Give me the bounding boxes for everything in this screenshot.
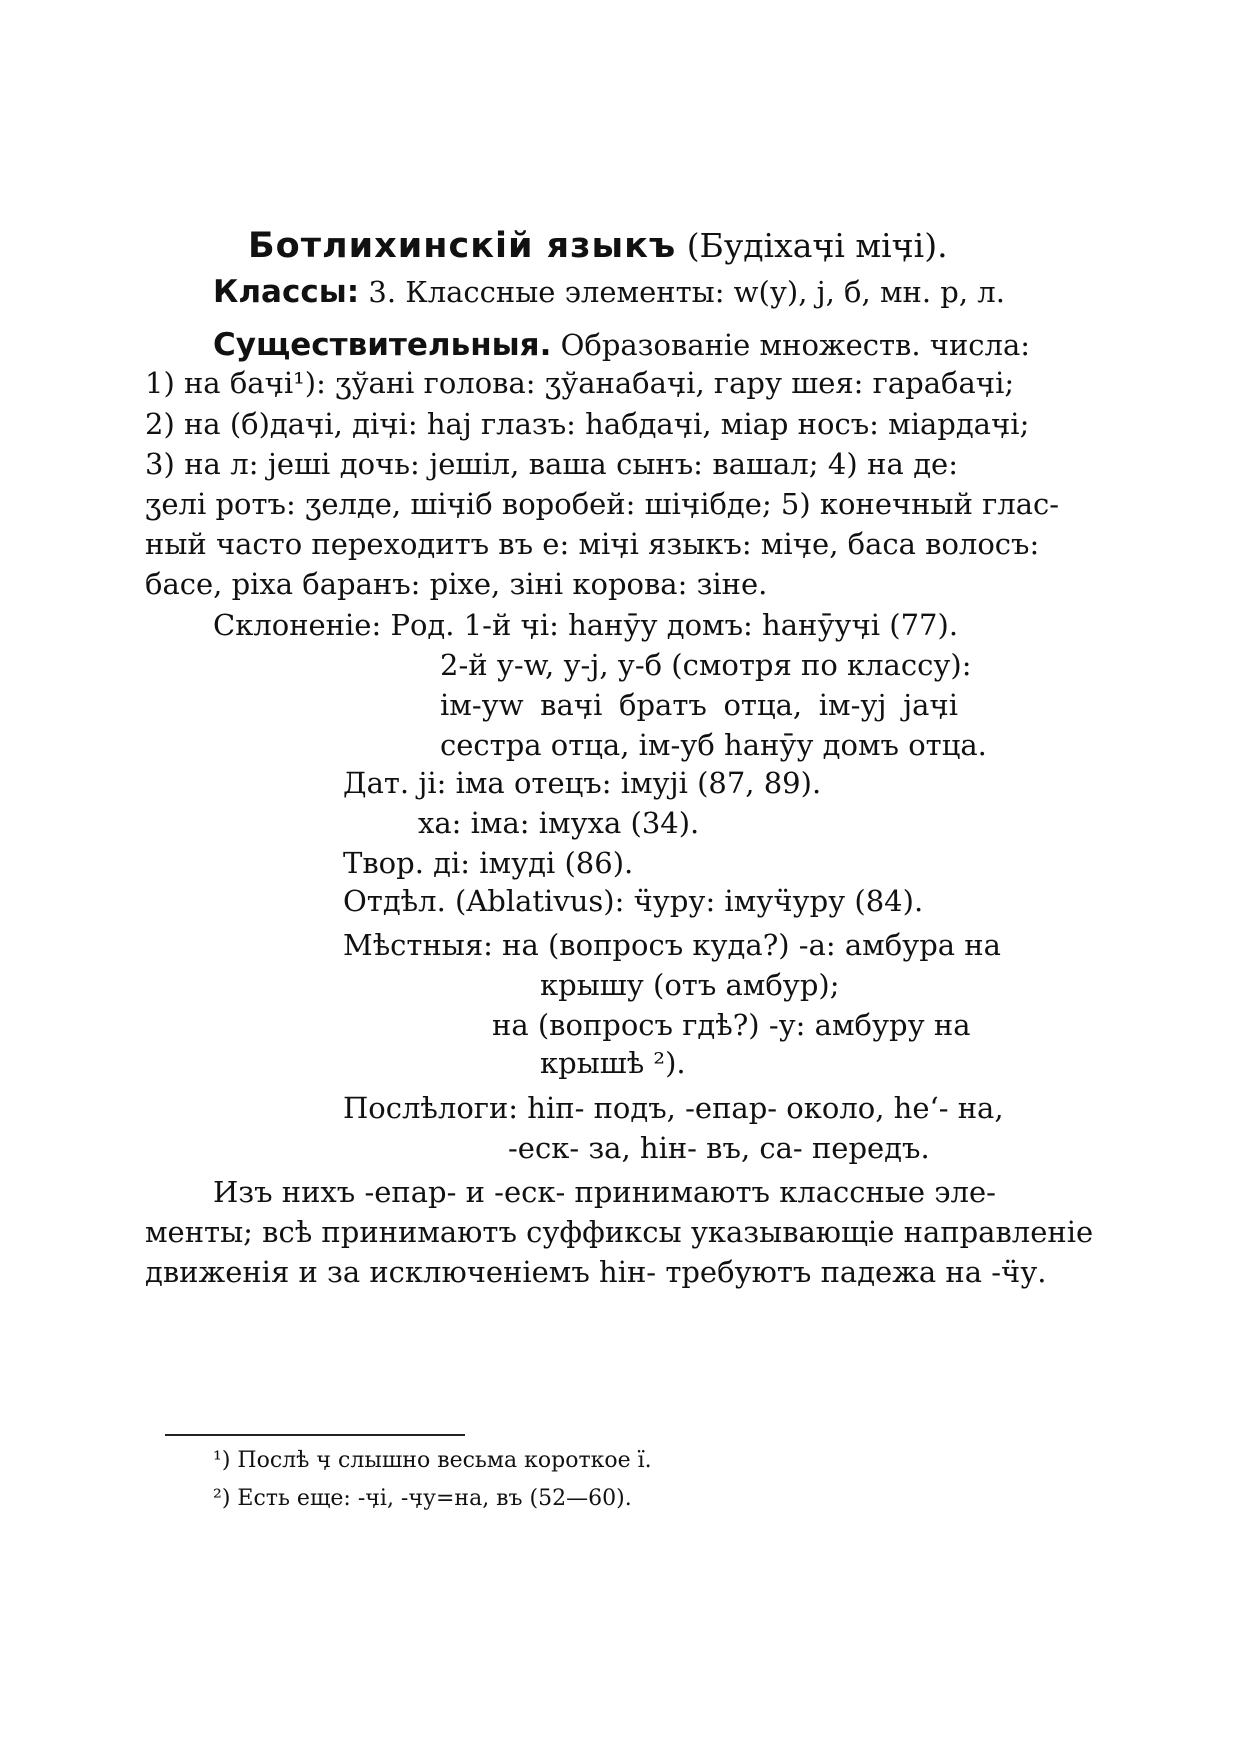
classes-line <box>213 272 1005 312</box>
closing-line-1: менты; всѣ принимаютъ суффиксы указывающіе направленіе <box>145 1215 1094 1249</box>
declension-line-7: Отдѣл. (Ablativus): ӵуру: імуӵуру (84). <box>343 884 924 918</box>
declension-line-1: 2-й у-w, у-j, у-б (смотря по классу): <box>440 648 972 682</box>
declension-line-10: на (вопросъ гдѣ?) -у: амбуру на <box>492 1008 971 1042</box>
footnote-1: ¹) Послѣ ӌ слышно весьма короткое ї. <box>213 1448 652 1473</box>
footnote-divider <box>165 1434 465 1436</box>
declension-line-8: Мѣстныя: на (вопросъ куда?) -а: амбура на <box>343 928 1001 962</box>
title-native: (Будіхаӌі міӌі). <box>686 226 948 265</box>
nouns-line-1: 1) на баӌі¹): ӡўані голова: ӡўанабаӌі, гару шея: гарабаӌі; <box>145 366 1015 400</box>
closing-line-0: Изъ нихъ -епар- и -еск- принимаютъ классные эле- <box>213 1175 996 1209</box>
nouns-line-6: басе, ріха баранъ: ріхе, зіні корова: зіне. <box>145 567 768 601</box>
classes-heading: Классы: <box>213 274 360 310</box>
closing-line-2: движенія и за исключеніемъ һін- требуютъ падежа на -ӵу. <box>145 1255 1047 1289</box>
declension-line-3: сестра отца, ім-уб һанӯу домъ отца. <box>440 728 987 762</box>
declension-line-13: -еск- за, һін- въ, са- передъ. <box>508 1131 930 1165</box>
declension-line-12: Послѣлоги: һіп- подъ, -епар- около, һеʻ- на, <box>343 1091 1004 1125</box>
page-title <box>248 222 948 270</box>
footnote-2: ²) Есть еще: -ӌі, -ӌу=на, въ (52—60). <box>213 1486 632 1511</box>
nouns-line-0 <box>213 325 1031 365</box>
nouns-line-3: 3) на л: jеші дочь: jешіл, ваша сынъ: вашал; 4) на де: <box>145 447 958 481</box>
declension-line-11: крышѣ ²). <box>540 1046 686 1080</box>
classes-text: 3. Классные элементы: w(у), j, б, мн. р, л. <box>368 275 1005 309</box>
declension-line-5: ха: іма: імуха (34). <box>418 806 700 840</box>
nouns-line-4: ӡелі ротъ: ӡелде, шіӌіб воробей: шіӌібде; 5) конечный глас- <box>145 487 1060 521</box>
nouns-heading: Существительныя. <box>213 327 552 363</box>
nouns-line-5: ный часто переходитъ въ е: міӌі языкъ: міӌе, баса волосъ: <box>145 527 1040 561</box>
declension-line-2: ім-уw ваӌі братъ отца, ім-уj jаӌі <box>440 688 958 722</box>
declension-line-0: Склоненіе: Род. 1-й ӌі: һанӯу домъ: һанӯуӌі (77). <box>213 608 959 642</box>
nouns-line-2: 2) на (б)даӌі, діӌі: һаj глазъ: һабдаӌі, міар носъ: міардаӌі; <box>145 407 1030 441</box>
nouns-text-0: Образованіе множеств. числа: <box>560 328 1031 362</box>
declension-line-6: Твор. ді: імуді (86). <box>343 846 634 880</box>
declension-line-9: крышу (отъ амбур); <box>540 968 840 1002</box>
declension-line-4: Дат. jі: іма отецъ: імуjі (87, 89). <box>343 766 822 800</box>
title-main: Ботлихинскій языкъ <box>248 226 677 266</box>
